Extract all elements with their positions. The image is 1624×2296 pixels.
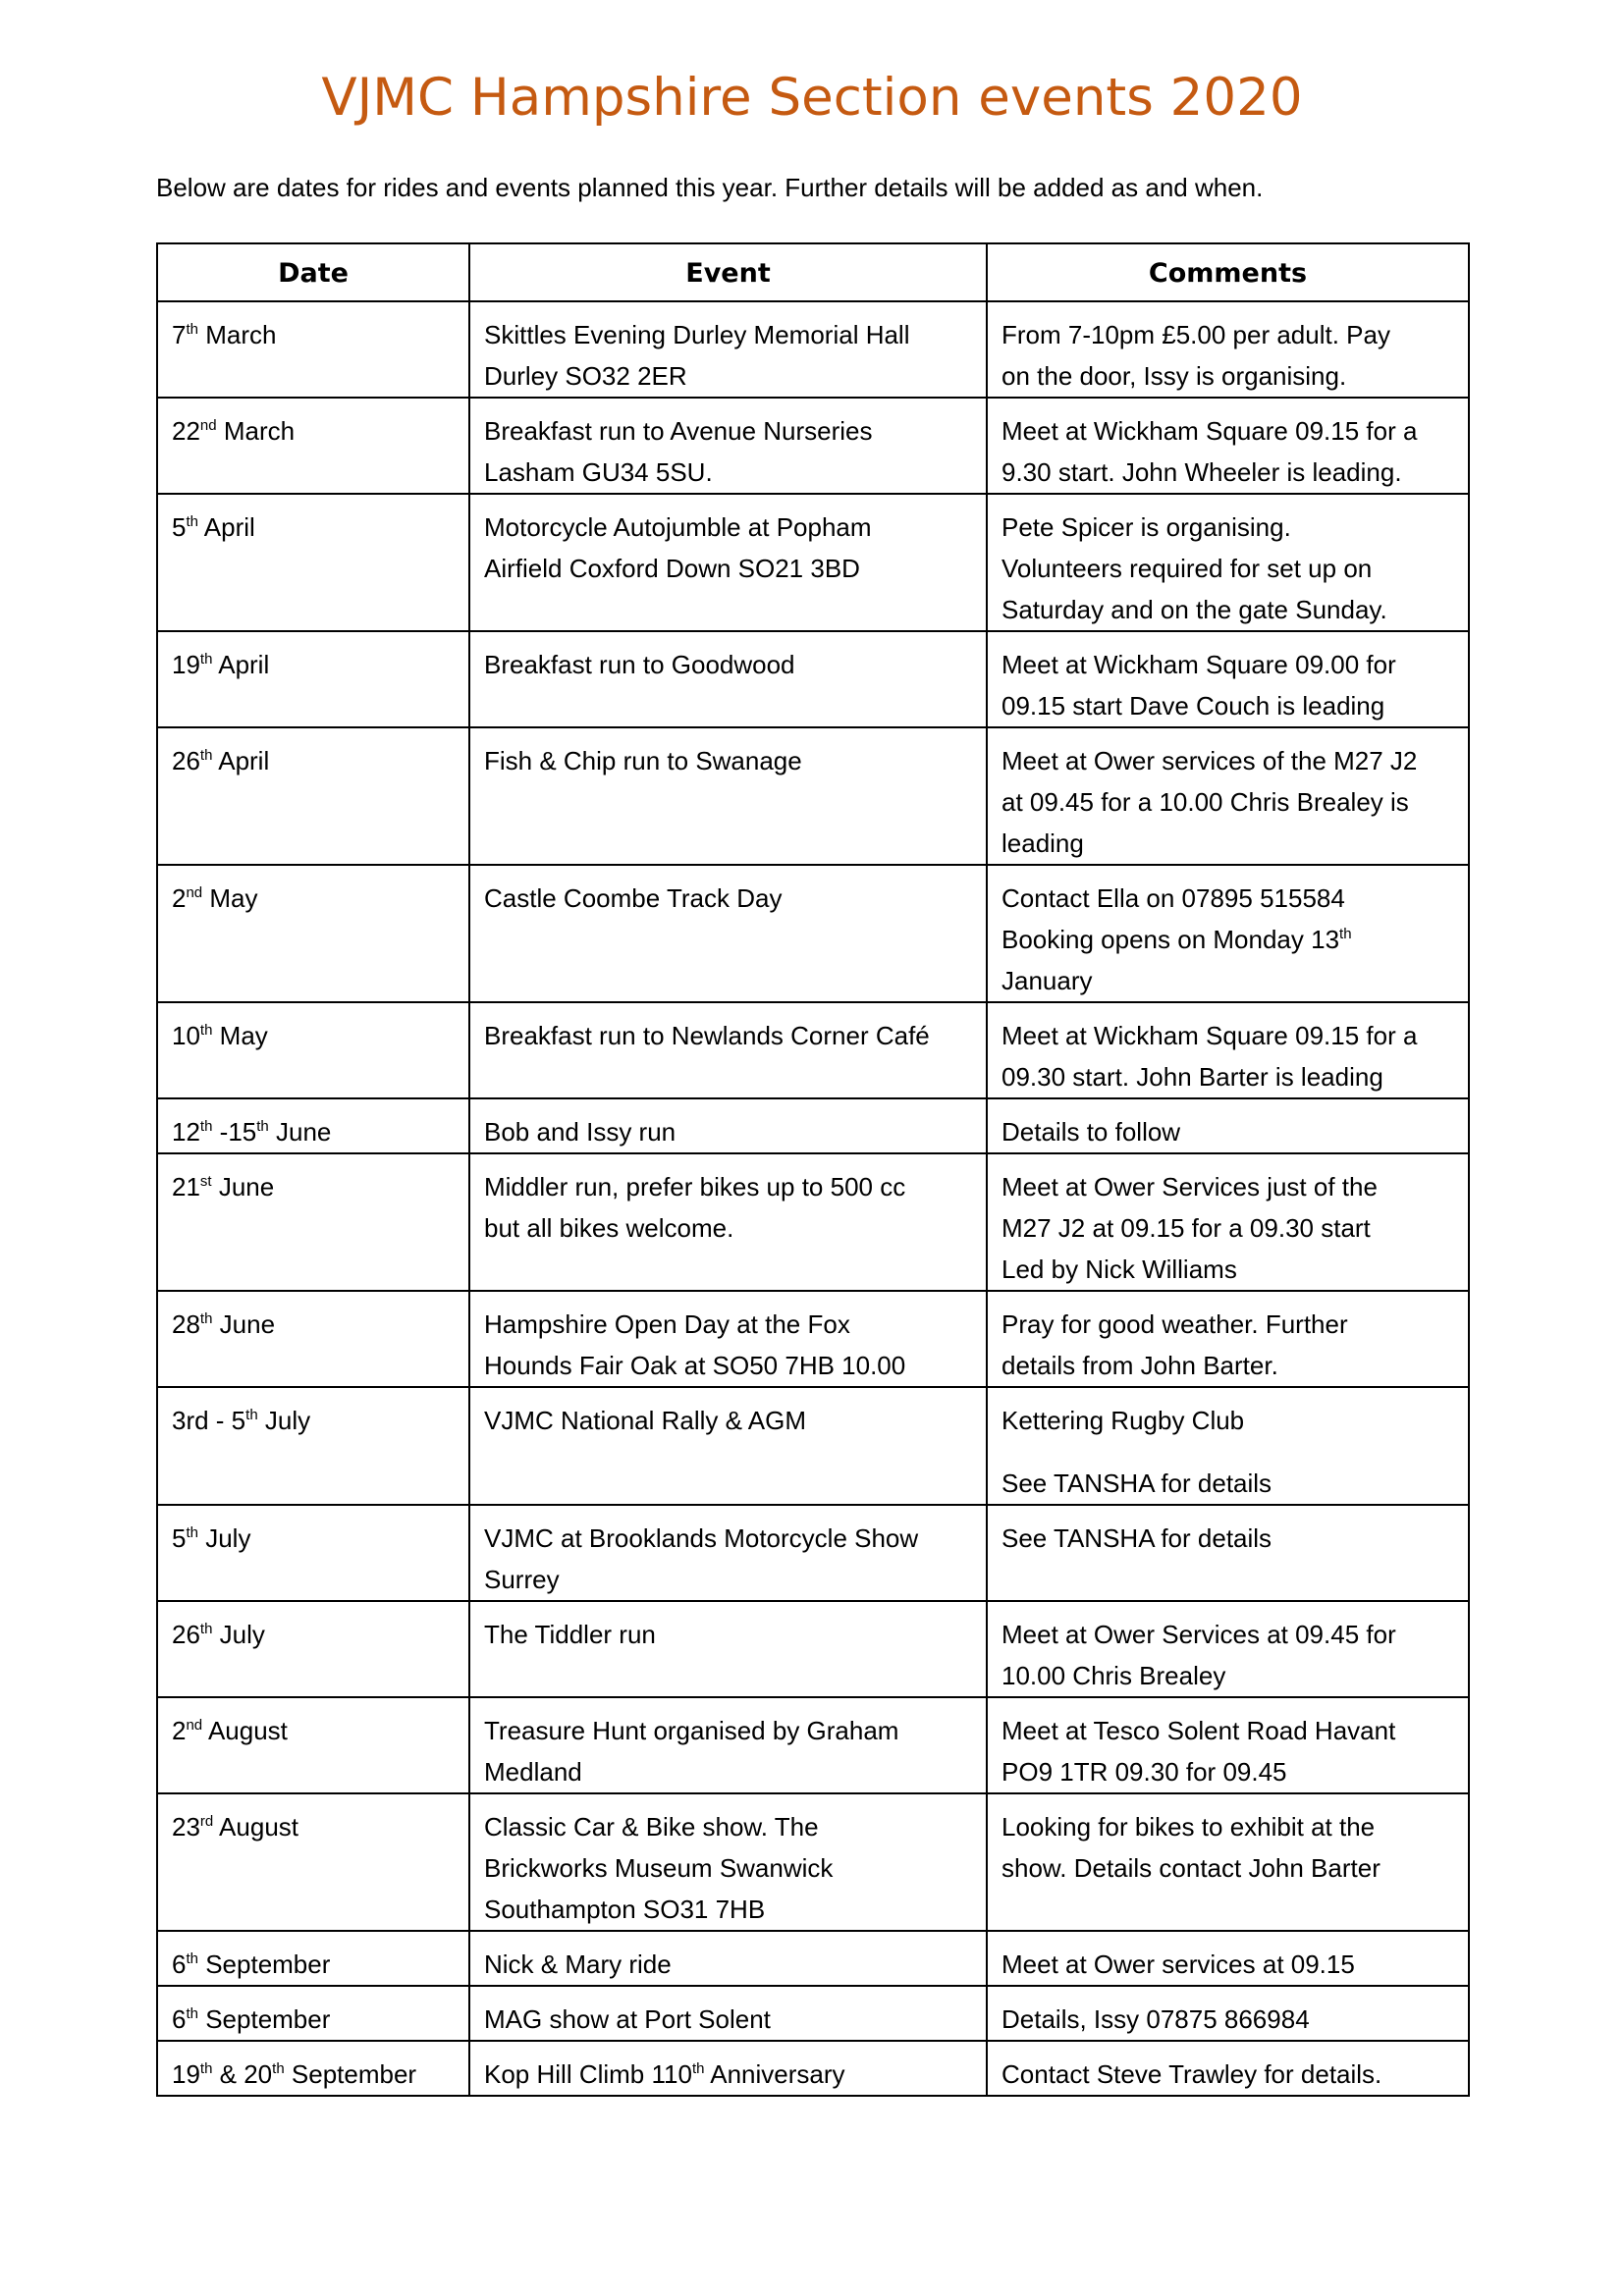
events-body xyxy=(157,301,1469,2096)
comment-line xyxy=(1001,452,1454,493)
comment-line xyxy=(1001,1056,1454,1097)
table-row xyxy=(157,1986,1469,2041)
event-line: Fish & Chip run to Swanage xyxy=(484,746,802,775)
text-segment: Meet at Tesco Solent Road Havant xyxy=(1001,1716,1396,1745)
text-segment: September xyxy=(197,1949,331,1979)
cell-comments xyxy=(987,1505,1469,1601)
table-row xyxy=(157,398,1469,494)
event-line: Hampshire Open Day at the Fox xyxy=(484,1309,850,1339)
table-row xyxy=(157,631,1469,727)
cell-event xyxy=(469,398,987,494)
text-segment: April xyxy=(212,650,270,679)
event-line: Durley SO32 2ER xyxy=(484,361,687,391)
cell-event xyxy=(469,1697,987,1793)
text-segment: 19 xyxy=(172,650,200,679)
cell-date xyxy=(157,1098,469,1153)
text-segment: 09.15 start Dave Couch is leading xyxy=(1001,691,1385,721)
event-line xyxy=(484,2054,972,2095)
text-segment: Kettering Rugby Club xyxy=(1001,1406,1245,1435)
event-line: but all bikes welcome. xyxy=(484,1213,734,1243)
comment-line xyxy=(1001,589,1454,630)
comment-line xyxy=(1001,1710,1454,1751)
ordinal-suffix: nd xyxy=(186,884,203,901)
table-row xyxy=(157,301,1469,398)
cell-date xyxy=(157,865,469,1002)
text-segment: & 20 xyxy=(212,2059,273,2089)
ordinal-suffix: th xyxy=(186,1524,198,1541)
text-segment: See TANSHA for details xyxy=(1001,1523,1272,1553)
text-segment: Meet at Ower Services just of the xyxy=(1001,1172,1378,1201)
cell-event xyxy=(469,631,987,727)
cell-date xyxy=(157,1505,469,1601)
cell-comments xyxy=(987,1697,1469,1793)
event-line: Breakfast run to Newlands Corner Café xyxy=(484,1021,930,1050)
table-row xyxy=(157,1697,1469,1793)
event-line: The Tiddler run xyxy=(484,1620,656,1649)
text-segment: September xyxy=(197,2004,331,2034)
text-segment: 26 xyxy=(172,1620,200,1649)
text-segment: Pete Spicer is organising. xyxy=(1001,512,1291,542)
text-segment: June xyxy=(268,1117,332,1147)
event-line: VJMC National Rally & AGM xyxy=(484,1406,806,1435)
text-segment: September xyxy=(284,2059,417,2089)
intro-text: Below are dates for rides and events planned this year. Further details will be added as and when. xyxy=(156,173,1264,202)
text-segment: 21 xyxy=(172,1172,200,1201)
comment-line xyxy=(1001,960,1454,1001)
comment-line xyxy=(1001,355,1454,397)
cell-comments xyxy=(987,2041,1469,2096)
cell-event xyxy=(469,1002,987,1098)
comment-line xyxy=(1001,1751,1454,1792)
event-line: VJMC at Brooklands Motorcycle Show xyxy=(484,1523,919,1553)
cell-date xyxy=(157,1153,469,1291)
event-line: Nick & Mary ride xyxy=(484,1949,672,1979)
text-segment: 5 xyxy=(172,512,187,542)
event-line: Motorcycle Autojumble at Popham xyxy=(484,512,872,542)
comment-line xyxy=(1001,1111,1454,1152)
cell-date xyxy=(157,1387,469,1505)
cell-comments xyxy=(987,727,1469,865)
cell-comments xyxy=(987,1387,1469,1505)
text-segment: 3rd - 5 xyxy=(172,1406,246,1435)
comment-line xyxy=(1001,1806,1454,1847)
text-segment: June xyxy=(211,1172,275,1201)
text-segment: April xyxy=(197,512,255,542)
table-row xyxy=(157,1793,1469,1931)
text-segment: 2 xyxy=(172,883,187,913)
text-segment: -15 xyxy=(212,1117,257,1147)
text-segment: From 7-10pm £5.00 per adult. Pay xyxy=(1001,320,1390,349)
text-segment: 6 xyxy=(172,1949,187,1979)
text-segment: Meet at Wickham Square 09.15 for a xyxy=(1001,416,1418,446)
ordinal-suffix: nd xyxy=(199,417,217,434)
ordinal-suffix: th xyxy=(199,2060,213,2077)
cell-date xyxy=(157,301,469,398)
text-segment: Meet at Ower services of the M27 J2 xyxy=(1001,746,1418,775)
ordinal-suffix: th xyxy=(691,2060,705,2077)
ordinal-suffix: th xyxy=(186,1950,198,1967)
comment-line xyxy=(1001,1847,1454,1889)
comment-line xyxy=(1001,1304,1454,1345)
text-segment: Meet at Wickham Square 09.15 for a xyxy=(1001,1021,1418,1050)
table-row xyxy=(157,865,1469,1002)
comment-line xyxy=(1001,823,1454,864)
table-row xyxy=(157,1931,1469,1986)
cell-event xyxy=(469,1291,987,1387)
text-segment: Details, Issy 07875 866984 xyxy=(1001,2004,1310,2034)
event-line: Brickworks Museum Swanwick xyxy=(484,1853,834,1883)
text-segment: show. Details contact John Barter xyxy=(1001,1853,1380,1883)
page-title: VJMC Hampshire Section events 2020 xyxy=(321,68,1303,128)
table-header-row xyxy=(157,243,1469,301)
event-line: Breakfast run to Avenue Nurseries xyxy=(484,416,873,446)
text-segment: July xyxy=(212,1620,265,1649)
cell-event xyxy=(469,1505,987,1601)
cell-event xyxy=(469,1601,987,1697)
ordinal-suffix: th xyxy=(186,2005,198,2022)
cell-date xyxy=(157,1931,469,1986)
cell-date xyxy=(157,2041,469,2096)
ordinal-suffix: th xyxy=(199,1118,213,1135)
cell-date xyxy=(157,631,469,727)
text-segment: Meet at Wickham Square 09.00 for xyxy=(1001,650,1396,679)
text-segment: 6 xyxy=(172,2004,187,2034)
event-line: Classic Car & Bike show. The xyxy=(484,1812,819,1842)
cell-event xyxy=(469,494,987,631)
cell-event xyxy=(469,1098,987,1153)
cell-comments xyxy=(987,301,1469,398)
text-segment: M27 J2 at 09.15 for a 09.30 start xyxy=(1001,1213,1371,1243)
text-segment: Saturday and on the gate Sunday. xyxy=(1001,595,1387,624)
text-segment: 5 xyxy=(172,1523,187,1553)
text-segment: 19 xyxy=(172,2059,200,2089)
text-segment: PO9 1TR 09.30 for 09.45 xyxy=(1001,1757,1287,1787)
text-segment: 23 xyxy=(172,1812,200,1842)
ordinal-suffix: st xyxy=(199,1173,212,1190)
event-line: Breakfast run to Goodwood xyxy=(484,650,795,679)
cell-date xyxy=(157,398,469,494)
table-row xyxy=(157,2041,1469,2096)
comment-line xyxy=(1001,644,1454,685)
text-segment: July xyxy=(197,1523,251,1553)
text-segment: on the door, Issy is organising. xyxy=(1001,361,1347,391)
text-segment: 22 xyxy=(172,416,200,446)
comment-line xyxy=(1001,1518,1454,1559)
cell-date xyxy=(157,494,469,631)
event-line: MAG show at Port Solent xyxy=(484,2004,771,2034)
text-segment: details from John Barter. xyxy=(1001,1351,1278,1380)
table-row xyxy=(157,1098,1469,1153)
comment-line xyxy=(1001,1345,1454,1386)
cell-comments xyxy=(987,1002,1469,1098)
comment-line xyxy=(1001,314,1454,355)
header-event: Event xyxy=(469,243,987,301)
text-segment: Kop Hill Climb 110 xyxy=(484,2059,692,2089)
comment-line xyxy=(1001,1463,1454,1504)
text-segment: Pray for good weather. Further xyxy=(1001,1309,1348,1339)
ordinal-suffix: nd xyxy=(186,1717,203,1734)
comment-line xyxy=(1001,1614,1454,1655)
comment-line xyxy=(1001,1166,1454,1207)
cell-comments xyxy=(987,1291,1469,1387)
text-segment: May xyxy=(212,1021,268,1050)
comment-line xyxy=(1001,1999,1454,2040)
text-segment: 09.30 start. John Barter is leading xyxy=(1001,1062,1383,1092)
table-row xyxy=(157,1291,1469,1387)
comment-line xyxy=(1001,781,1454,823)
ordinal-suffix: th xyxy=(199,1022,213,1039)
event-line: Lasham GU34 5SU. xyxy=(484,457,713,487)
comment-line xyxy=(1001,1655,1454,1696)
cell-event xyxy=(469,727,987,865)
ordinal-suffix: th xyxy=(199,1310,213,1327)
text-segment: Details to follow xyxy=(1001,1117,1181,1147)
text-segment: 10 xyxy=(172,1021,200,1050)
text-segment: March xyxy=(197,320,277,349)
cell-comments xyxy=(987,1986,1469,2041)
ordinal-suffix: th xyxy=(199,651,213,667)
comment-line xyxy=(1001,2054,1454,2095)
text-segment: Booking opens on Monday 13 xyxy=(1001,925,1340,954)
comment-line xyxy=(1001,1400,1454,1441)
text-segment: 28 xyxy=(172,1309,200,1339)
text-segment: at 09.45 for a 10.00 Chris Brealey is xyxy=(1001,787,1409,817)
cell-event xyxy=(469,1986,987,2041)
text-segment: Looking for bikes to exhibit at the xyxy=(1001,1812,1376,1842)
cell-event xyxy=(469,1153,987,1291)
ordinal-suffix: th xyxy=(199,747,213,764)
event-line: Southampton SO31 7HB xyxy=(484,1895,766,1924)
comment-line xyxy=(1001,410,1454,452)
text-segment: May xyxy=(202,883,258,913)
table-row xyxy=(157,1002,1469,1098)
text-segment: July xyxy=(257,1406,311,1435)
cell-comments xyxy=(987,1098,1469,1153)
header-date: Date xyxy=(157,243,469,301)
event-line: Airfield Coxford Down SO21 3BD xyxy=(484,554,860,583)
cell-date xyxy=(157,1697,469,1793)
comment-line xyxy=(1001,1015,1454,1056)
table-row xyxy=(157,494,1469,631)
ordinal-suffix: th xyxy=(272,2060,285,2077)
cell-event xyxy=(469,1387,987,1505)
cell-date xyxy=(157,1601,469,1697)
text-segment: 9.30 start. John Wheeler is leading. xyxy=(1001,457,1402,487)
text-segment: 12 xyxy=(172,1117,200,1147)
event-line: Hounds Fair Oak at SO50 7HB 10.00 xyxy=(484,1351,906,1380)
event-line: Surrey xyxy=(484,1565,560,1594)
comment-line xyxy=(1001,740,1454,781)
table-row xyxy=(157,1505,1469,1601)
text-segment: 26 xyxy=(172,746,200,775)
table-row xyxy=(157,1387,1469,1505)
cell-date xyxy=(157,1291,469,1387)
text-segment: Meet at Ower services at 09.15 xyxy=(1001,1949,1355,1979)
cell-date xyxy=(157,1793,469,1931)
text-segment: Contact Ella on 07895 515584 xyxy=(1001,883,1345,913)
comment-line xyxy=(1001,1207,1454,1249)
spacer xyxy=(1001,1441,1454,1463)
ordinal-suffix: th xyxy=(256,1118,269,1135)
text-segment: 10.00 Chris Brealey xyxy=(1001,1661,1226,1690)
cell-date xyxy=(157,1986,469,2041)
comment-line xyxy=(1001,878,1454,919)
table-row xyxy=(157,1153,1469,1291)
text-segment: March xyxy=(216,416,296,446)
comment-line xyxy=(1001,1249,1454,1290)
cell-comments xyxy=(987,865,1469,1002)
comment-line xyxy=(1001,1944,1454,1985)
text-segment: January xyxy=(1001,966,1093,995)
ordinal-suffix: th xyxy=(186,513,198,530)
event-line: Treasure Hunt organised by Graham xyxy=(484,1716,899,1745)
text-segment: Led by Nick Williams xyxy=(1001,1255,1237,1284)
text-segment: Meet at Ower Services at 09.45 for xyxy=(1001,1620,1396,1649)
cell-comments xyxy=(987,1601,1469,1697)
comment-line xyxy=(1001,507,1454,548)
cell-comments xyxy=(987,398,1469,494)
ordinal-suffix: th xyxy=(199,1621,213,1637)
ordinal-suffix: th xyxy=(245,1407,258,1423)
text-segment: August xyxy=(202,1716,288,1745)
cell-date xyxy=(157,727,469,865)
ordinal-suffix: rd xyxy=(199,1813,214,1830)
ordinal-suffix: th xyxy=(186,321,198,338)
text-segment: Volunteers required for set up on xyxy=(1001,554,1373,583)
cell-event xyxy=(469,2041,987,2096)
event-line: Bob and Issy run xyxy=(484,1117,677,1147)
table-row xyxy=(157,1601,1469,1697)
cell-comments xyxy=(987,1931,1469,1986)
cell-comments xyxy=(987,494,1469,631)
event-line: Medland xyxy=(484,1757,582,1787)
text-segment: Contact Steve Trawley for details. xyxy=(1001,2059,1382,2089)
cell-comments xyxy=(987,631,1469,727)
comment-line xyxy=(1001,685,1454,726)
comment-line xyxy=(1001,548,1454,589)
event-line: Castle Coombe Track Day xyxy=(484,883,783,913)
text-segment: 2 xyxy=(172,1716,187,1745)
header-comments: Comments xyxy=(987,243,1469,301)
ordinal-suffix: th xyxy=(1339,926,1352,942)
text-segment: Anniversary xyxy=(704,2059,845,2089)
event-line: Skittles Evening Durley Memorial Hall xyxy=(484,320,910,349)
cell-comments xyxy=(987,1793,1469,1931)
cell-comments xyxy=(987,1153,1469,1291)
text-segment: 7 xyxy=(172,320,187,349)
event-line: Middler run, prefer bikes up to 500 cc xyxy=(484,1172,906,1201)
cell-event xyxy=(469,1931,987,1986)
text-segment: See TANSHA for details xyxy=(1001,1468,1272,1498)
cell-event xyxy=(469,1793,987,1931)
text-segment: June xyxy=(212,1309,276,1339)
text-segment: April xyxy=(212,746,270,775)
comment-line xyxy=(1001,919,1454,960)
text-segment: leading xyxy=(1001,828,1084,858)
cell-event xyxy=(469,301,987,398)
table-row xyxy=(157,727,1469,865)
text-segment: August xyxy=(213,1812,298,1842)
events-table xyxy=(156,242,1470,2097)
cell-date xyxy=(157,1002,469,1098)
cell-event xyxy=(469,865,987,1002)
